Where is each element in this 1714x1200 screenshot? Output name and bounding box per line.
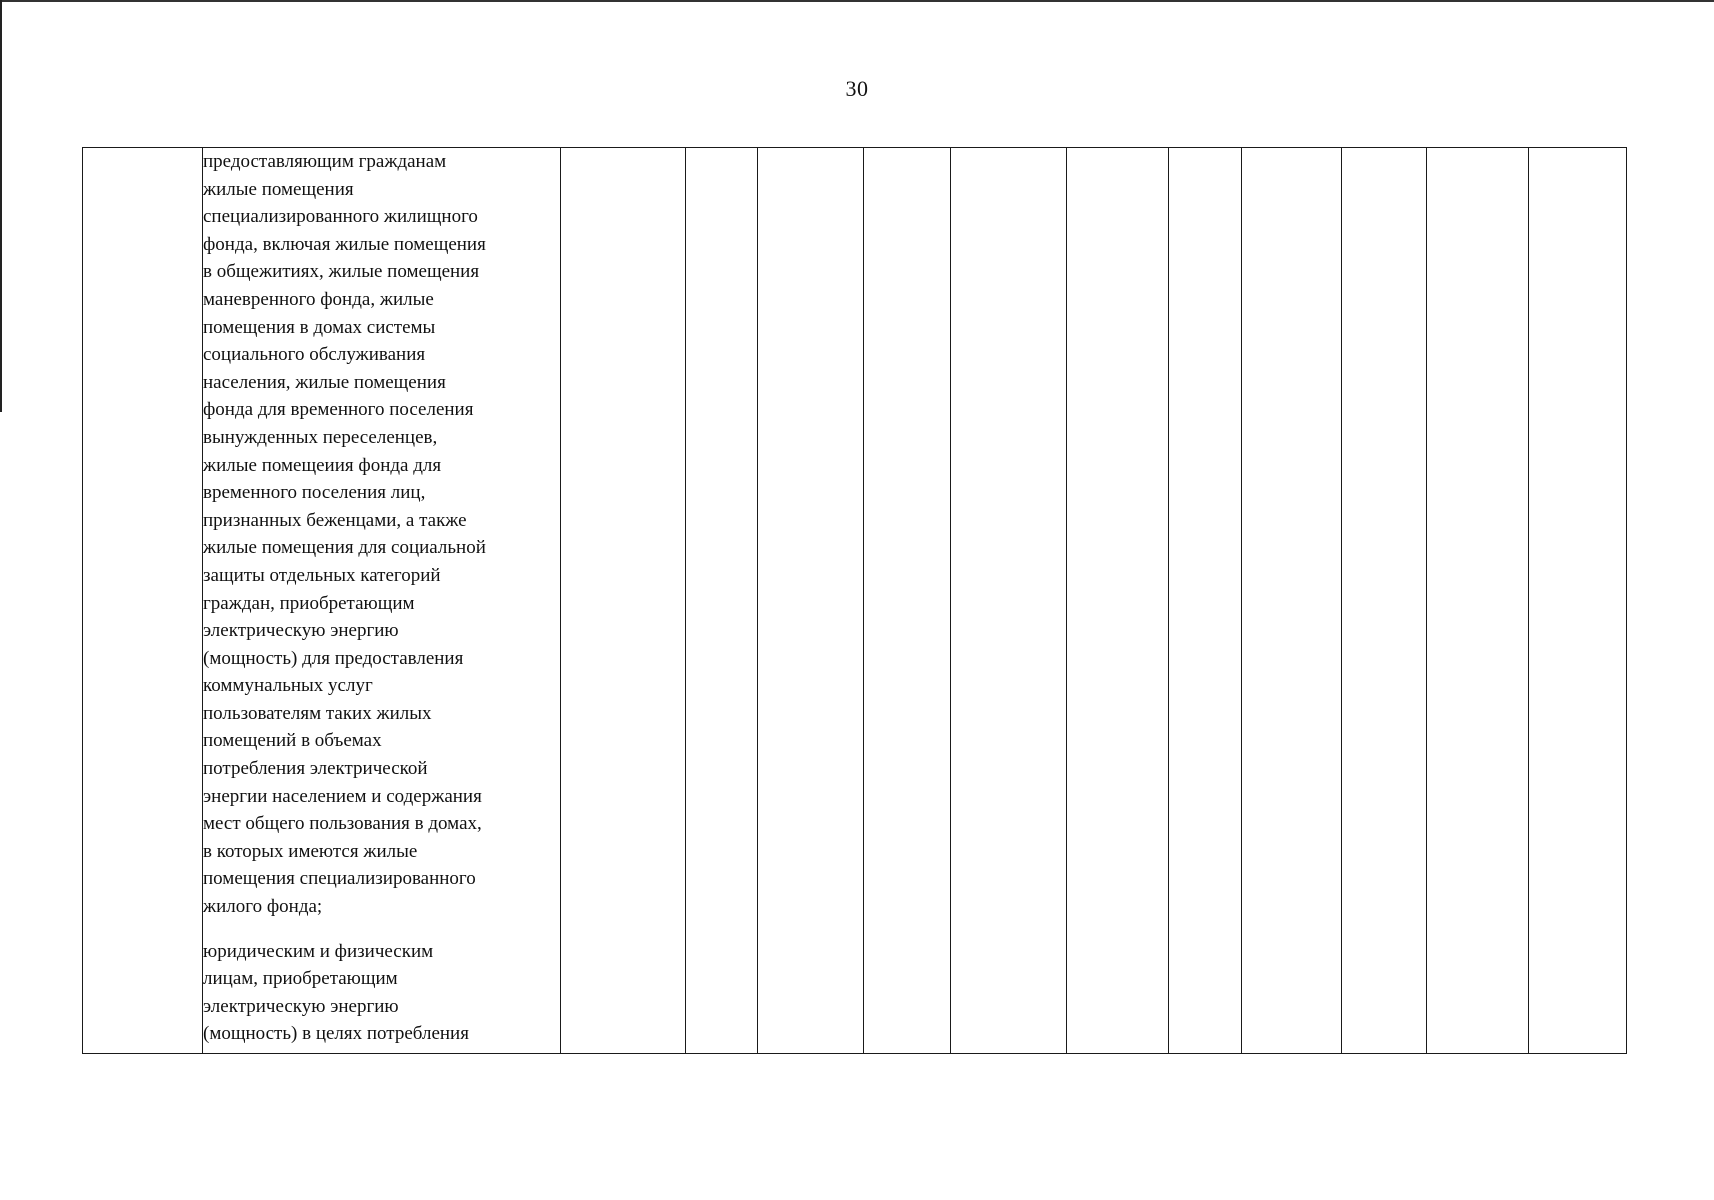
- scan-left-edge: [0, 0, 2, 412]
- description-paragraph-2: юридическим и физическим лицам, приобретающим электрическую энергию (мощность) в целях потребления: [203, 940, 469, 1045]
- table-cell-empty: [1169, 148, 1242, 1054]
- table-cell-empty: [951, 148, 1067, 1054]
- table-row: [83, 148, 1627, 1054]
- scan-top-edge: [0, 0, 1714, 2]
- table-cell-description: [203, 148, 561, 1054]
- table-cell-empty: [686, 148, 758, 1054]
- table-cell-number: [83, 148, 203, 1054]
- table-cell-empty: [864, 148, 951, 1054]
- table-cell-empty: [1529, 148, 1627, 1054]
- table-cell-empty: [758, 148, 864, 1054]
- description-paragraph-1: предоставляющим гражданам жилые помещения специализированного жилищного фонда, включая жилые помещения в общежитиях, жилые помещения маневренного фонда, жилые помещения в домах системы социального обслуживания населения, жилые помещения фонда для временного поселения вынужденных переселенцев, жилые помещеиия фонда для временного поселения лиц, признанных беженцами, а также жилые помещения для социальной защиты отдельных категорий граждан, приобретающим электрическую энергию (мощность) для предоставления коммунальных услуг пользователям таких жилых помещений в объемах потребления электрической энергии населением и содержания мест общего пользования в домах, в которых имеются жилые помещения специализированного жилого фонда;: [203, 151, 486, 918]
- page-number: 30: [845, 76, 869, 101]
- table-cell-empty: [1342, 148, 1427, 1054]
- document-table: [82, 147, 1627, 1054]
- table-cell-empty: [1242, 148, 1342, 1054]
- table-cell-empty: [1427, 148, 1529, 1054]
- table-cell-empty: [561, 148, 686, 1054]
- table-cell-empty: [1067, 148, 1169, 1054]
